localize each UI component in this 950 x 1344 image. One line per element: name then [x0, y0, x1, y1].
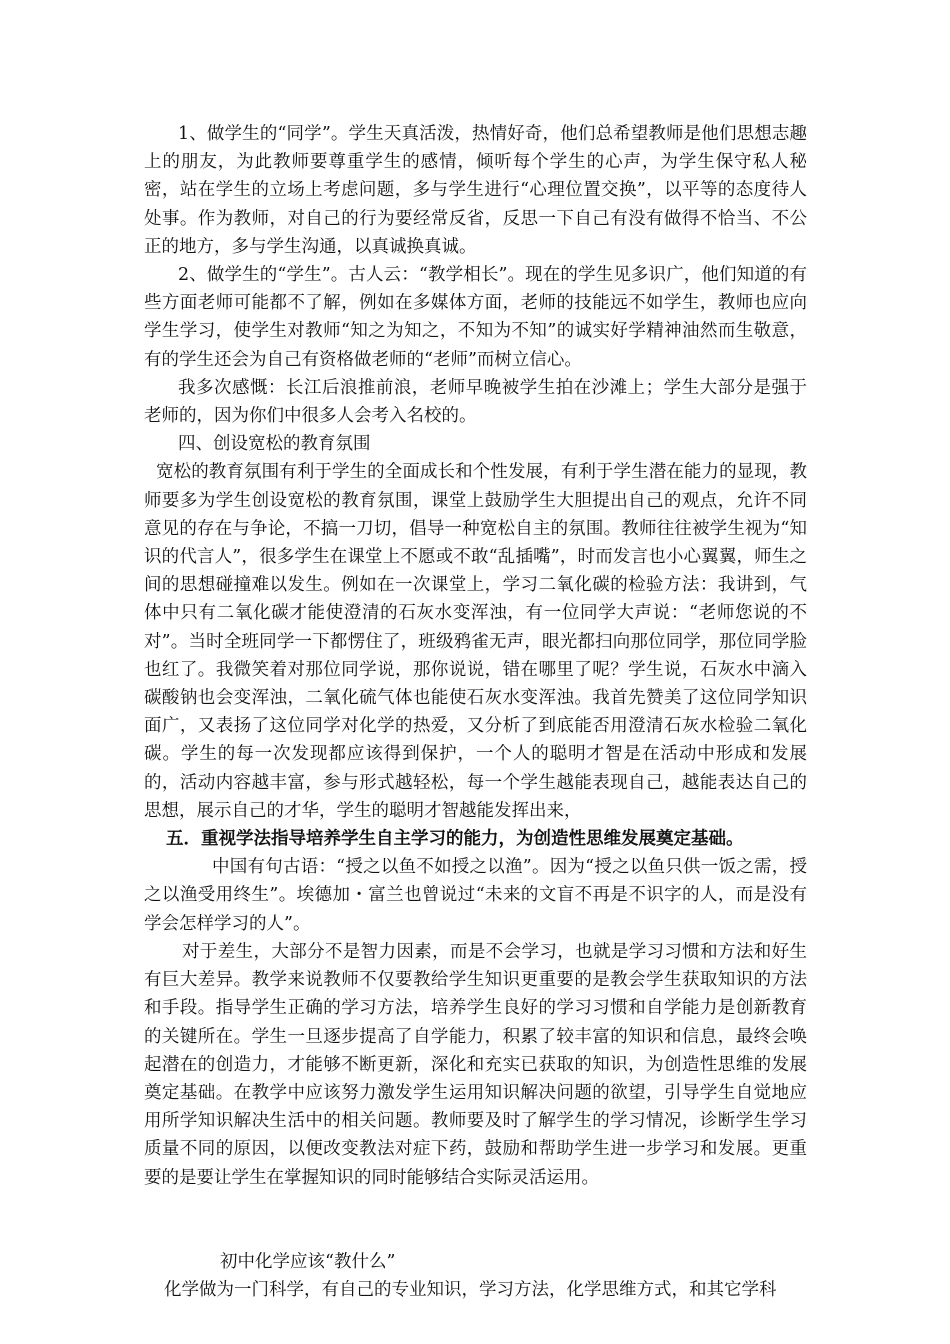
section-heading-four: 四、创设宽松的教育氛围 — [178, 434, 371, 455]
article-title: 初中化学应该“教什么” — [220, 1251, 396, 1272]
section-heading-five: 五．重视学法指导培养学生自主学习的能力，为创造性思维发展奠定基础。 — [166, 829, 744, 850]
paragraph-chemistry-intro: 化学做为一门科学，有自己的专业知识，学习方法，化学思维方式，和其它学科 — [164, 1279, 777, 1300]
paragraph-reflection: 我多次感慨：长江后浪推前浪，老师早晚被学生拍在沙滩上；学生大部分是强于老师的，因为你们中很多人会考入名校的。 — [144, 377, 807, 427]
paragraph-be-student: 2、做学生的“学生”。古人云：“教学相长”。现在的学生见多识广，他们知道的有些方面老师可能都不了解，例如在多媒体方面，老师的技能远不如学生，教师也应向学生学习，使学生对教师“知之为知之，不知为不知”的诚实好学精神油然而生敬意，有的学生还会为自己有资格做老师的“老师”而树立信心。 — [144, 265, 807, 370]
paragraph-be-classmate: 1、做学生的“同学”。学生天真活泼，热情好奇，他们总希望教师是他们思想志趣上的朋友，为此教师要尊重学生的感情，倾听每个学生的心声，为学生保守私人秘密，站在学生的立场上考虑问题，多与学生进行“心理位置交换”，以平等的态度待人处事。作为教师，对自己的行为要经常反省，反思一下自己有没有做得不恰当、不公正的地方，多与学生沟通，以真诚换真诚。 — [144, 124, 807, 257]
paragraph-relaxed-atmosphere: 宽松的教育氛围有利于学生的全面成长和个性发展，有利于学生潜在能力的显现，教师要多为学生创设宽松的教育氛围，课堂上鼓励学生大胆提出自己的观点，允许不同意见的存在与争论，不搞一刀切，倡导一种宽松自主的氛围。教师往往被学生视为“知识的代言人”，很多学生在课堂上不愿或不敢“乱插嘴”，时而发言也小心翼翼，师生之间的思想碰撞难以发生。例如在一次课堂上，学习二氧化碳的检验方法：我讲到，气体中只有二氧化碳才能使澄清的石灰水变浑浊，有一位同学大声说：“老师您说的不对”。当时全班同学一下都愣住了，班级鸦雀无声，眼光都扫向那位同学，那位同学脸也红了。我微笑着对那位同学说，那你说说，错在哪里了呢？学生说，石灰水中滴入碳酸钠也会变浑浊，二氧化硫气体也能使石灰水变浑浊。我首先赞美了这位同学知识面广，又表扬了这位同学对化学的热爱，又分析了到底能否用澄清石灰水检验二氧化碳。学生的每一次发现都应该得到保护，一个人的聪明才智是在活动中形成和发展的，活动内容越丰富，参与形式越轻松，每一个学生越能表现自己，越能表达自己的思想，展示自己的才华，学生的聪明才智越能发挥出来， — [144, 462, 807, 821]
paragraph-weak-students: 对于差生，大部分不是智力因素，而是不会学习，也就是学习习惯和方法和好生有巨大差异。教学来说教师不仅要教给学生知识更重要的是教会学生获取知识的方法和手段。指导学生正确的学习方法，培养学生良好的学习习惯和自学能力是创新教育的关键所在。学生一旦逐步提高了自学能力，积累了较丰富的知识和信息，最终会唤起潜在的创造力，才能够不断更新，深化和充实已获取的知识，为创造性思维的发展奠定基础。在教学中应该努力激发学生运用知识解决问题的欲望，引导学生自觉地应用所学知识解决生活中的相关问题。教师要及时了解学生的学习情况，诊断学生学习质量不同的原因，以便改变教法对症下药，鼓励和帮助学生进一步学习和发展。更重要的是要让学生在掌握知识的同时能够结合实际灵活运用。 — [144, 941, 807, 1188]
document-body — [144, 120, 807, 1304]
paragraph-proverb: 中国有句古语：“授之以鱼不如授之以渔”。因为“授之以鱼只供一饭之需，授之以渔受用终生”。埃德加・富兰也曾说过“未来的文盲不再是不识字的人，而是没有学会怎样学习的人”。 — [144, 857, 807, 934]
blank-space — [144, 1192, 807, 1248]
